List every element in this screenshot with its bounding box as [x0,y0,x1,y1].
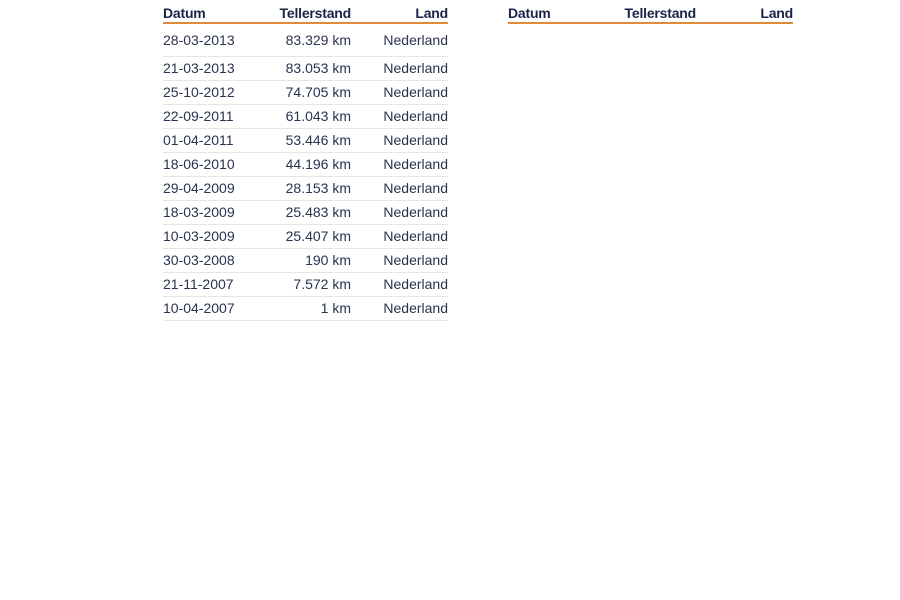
cell-odometer: 74.705 km [259,81,351,105]
cell-country: Nederland [351,273,448,297]
cell-date: 30-03-2008 [163,249,259,273]
header-odometer: Tellerstand [604,5,696,23]
cell-country: Nederland [351,297,448,321]
table-row [163,249,448,273]
cell-country: Nederland [351,201,448,225]
cell-date: 29-04-2009 [163,177,259,201]
cell-odometer: 25.407 km [259,225,351,249]
table-row [163,273,448,297]
table-row [163,23,448,57]
cell-date: 22-09-2011 [163,105,259,129]
cell-date: 10-04-2007 [163,297,259,321]
cell-odometer: 190 km [259,249,351,273]
odometer-history-table-left [163,5,448,321]
cell-country: Nederland [351,105,448,129]
table-row [163,201,448,225]
cell-odometer: 25.483 km [259,201,351,225]
cell-country: Nederland [351,23,448,57]
table-row [163,129,448,153]
cell-odometer: 44.196 km [259,153,351,177]
cell-date: 28-03-2013 [163,23,259,57]
header-date: Datum [163,5,259,23]
header-odometer: Tellerstand [259,5,351,23]
cell-country: Nederland [351,57,448,81]
cell-date: 10-03-2009 [163,225,259,249]
cell-country: Nederland [351,249,448,273]
cell-country: Nederland [351,129,448,153]
header-date: Datum [508,5,604,23]
cell-odometer: 28.153 km [259,177,351,201]
cell-date: 21-03-2013 [163,57,259,81]
header-country: Land [351,5,448,23]
cell-date: 25-10-2012 [163,81,259,105]
table-header-row [508,5,793,23]
table-row [163,105,448,129]
cell-country: Nederland [351,225,448,249]
cell-country: Nederland [351,81,448,105]
table-row [163,297,448,321]
cell-odometer: 83.053 km [259,57,351,81]
table-row [163,153,448,177]
cell-odometer: 1 km [259,297,351,321]
cell-odometer: 83.329 km [259,23,351,57]
cell-date: 21-11-2007 [163,273,259,297]
table-row [163,177,448,201]
odometer-history-table-right [508,5,793,24]
cell-odometer: 7.572 km [259,273,351,297]
cell-odometer: 53.446 km [259,129,351,153]
cell-date: 18-03-2009 [163,201,259,225]
header-country: Land [696,5,793,23]
table-row [163,225,448,249]
cell-country: Nederland [351,153,448,177]
table-header-row [163,5,448,23]
cell-odometer: 61.043 km [259,105,351,129]
table-row [163,57,448,81]
table-row [163,81,448,105]
cell-country: Nederland [351,177,448,201]
cell-date: 18-06-2010 [163,153,259,177]
cell-date: 01-04-2011 [163,129,259,153]
table-body [163,23,448,321]
